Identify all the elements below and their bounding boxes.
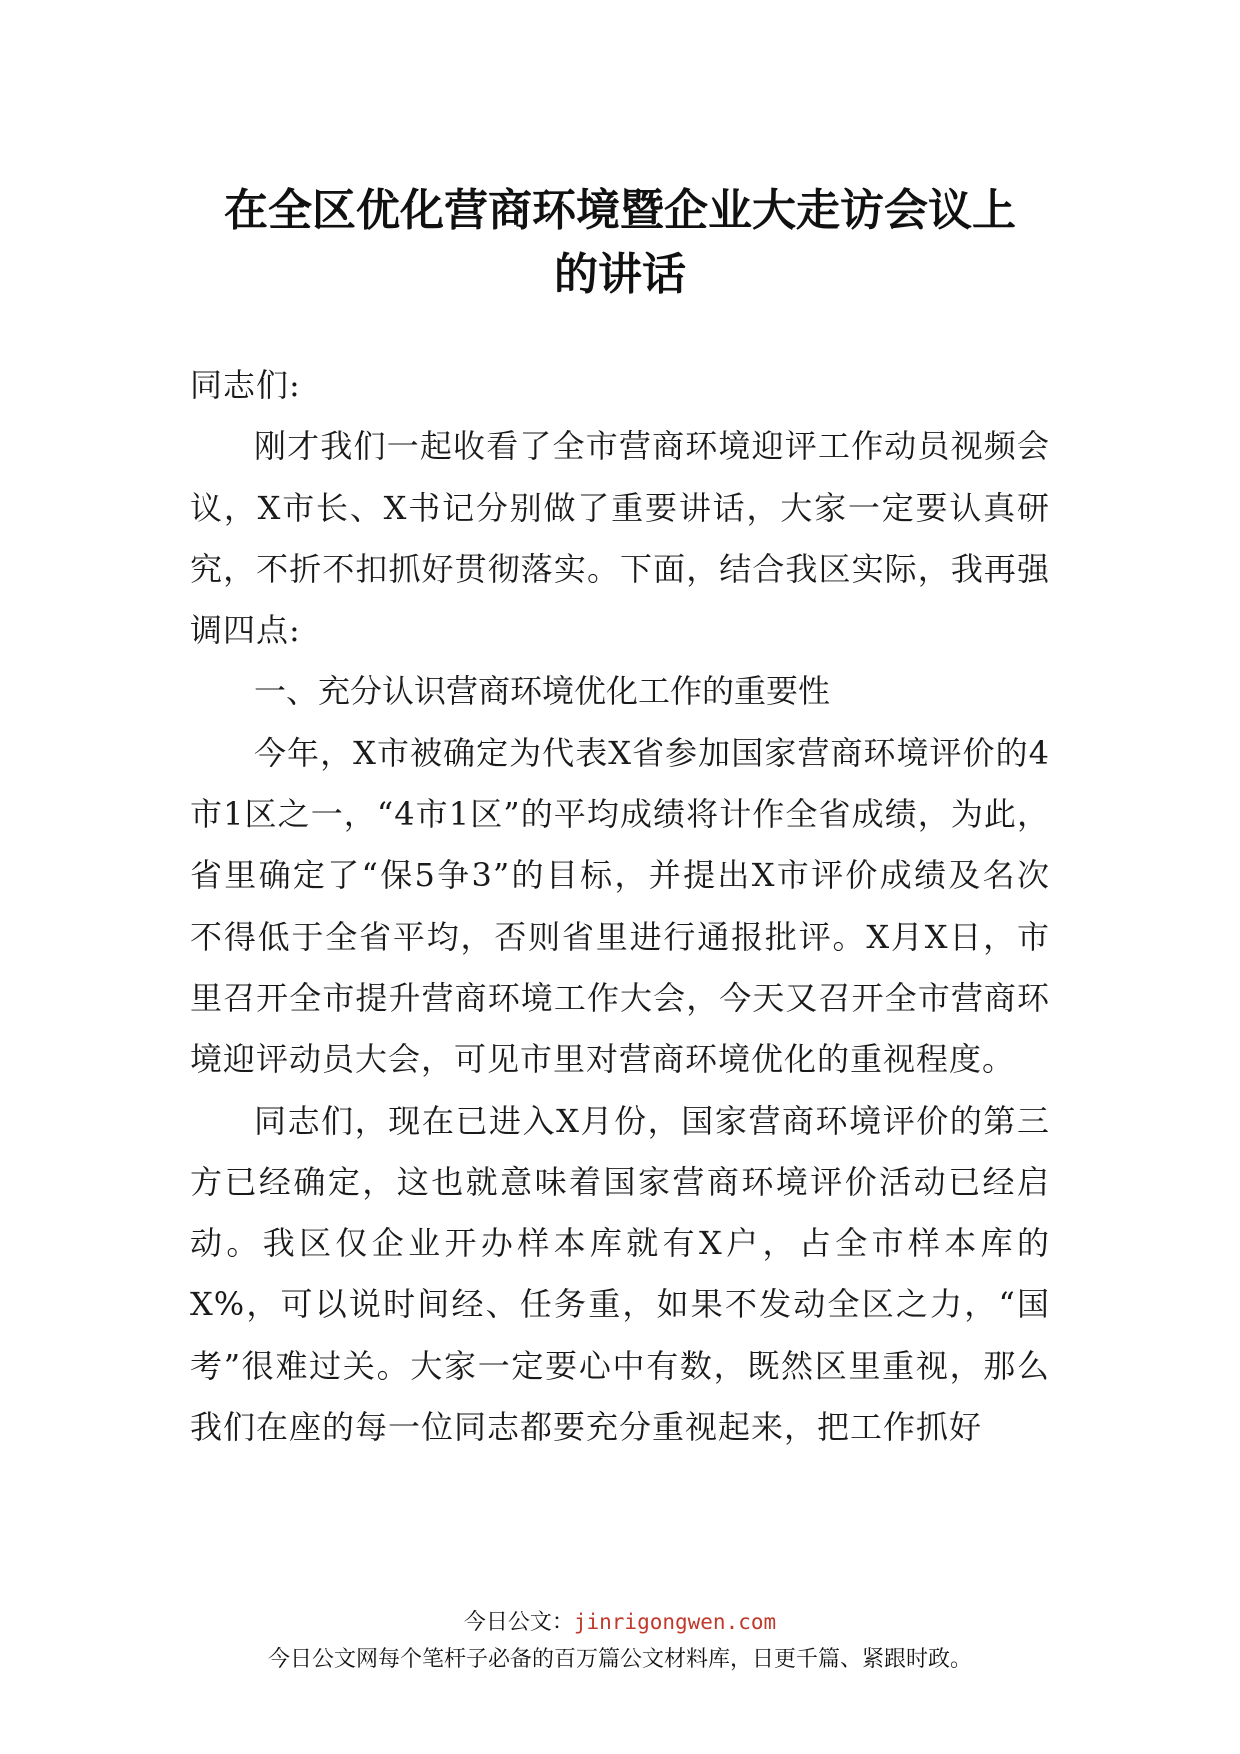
footer-site-label: 今日公文： (463, 1610, 574, 1635)
title-line-1: 在全区优化营商环境暨企业大走访会议上 (224, 185, 1016, 237)
paragraph-1: 今年，X市被确定为代表X省参加国家营商环境评价的4市1区之一，“4市1区”的平均成绩将计作全省成绩，为此，省里确定了“保5争3”的目标，并提出X市评价成绩及名次不得低于全省平均，否则省里进行通报批评。X月X日，市里召开全市提升营商环境工作大会，今天又召开全市营商环境迎评动员大会，可见市里对营商环境优化的重视程度。 (190, 733, 1050, 1079)
paragraph-intro: 刚才我们一起收看了全市营商环境迎评工作动员视频会议，X市长、X书记分别做了重要讲话，大家一定要认真研究，不折不扣抓好贯彻落实。下面，结合我区实际，我再强调四点: (190, 427, 1050, 650)
paragraph-2: 同志们，现在已进入X月份，国家营商环境评价的第三方已经确定，这也就意味着国家营商环境评价活动已经启动。我区仅企业开办样本库就有X户，占全市样本库的X%，可以说时间经、任务重，如果不发动全区之力，“国考”很难过关。大家一定要心中有数，既然区里重视，那么我们在座的每一位同志都要充分重视起来，把工作抓好 (190, 1101, 1050, 1447)
footer-slogan: 今日公文网每个笔杆子必备的百万篇公文材料库，日更千篇、紧跟时政。 (267, 1647, 972, 1672)
document-body (190, 355, 1050, 1458)
document-title (160, 179, 1080, 307)
salutation: 同志们: (190, 366, 301, 404)
footer-site (0, 1605, 1240, 1636)
title-line-2: 的讲话 (554, 249, 686, 301)
footer-site-link[interactable]: jinrigongwen.com (573, 1610, 777, 1634)
section-heading-1: 一、充分认识营商环境优化工作的重要性 (254, 672, 831, 711)
